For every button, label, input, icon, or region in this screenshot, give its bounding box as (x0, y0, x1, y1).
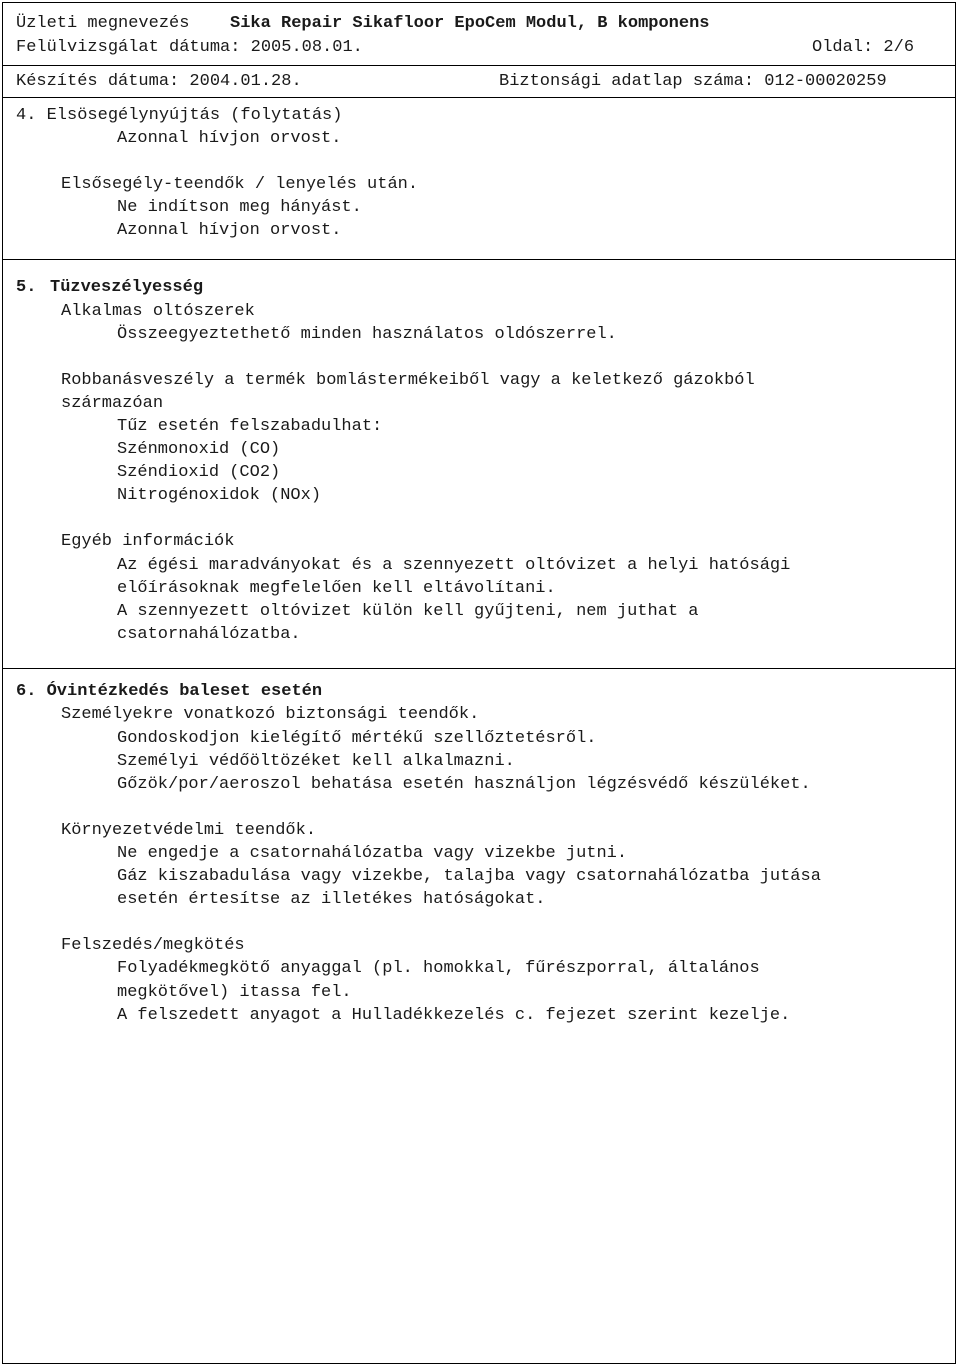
personal-precaution-line: Gőzök/por/aeroszol behatása esetén használjon légzésvédő készüléket. (117, 775, 811, 794)
extinguisher-text: Összeegyeztethető minden használatos oldószerrel. (117, 325, 617, 344)
environmental-line: esetén értesítse az illetékes hatóságokat. (117, 890, 546, 909)
header-divider (2, 65, 956, 66)
page-number: Oldal: 2/6 (812, 38, 915, 57)
section-6-title: 6. Óvintézkedés baleset esetén (16, 682, 323, 701)
sds-number: Biztonsági adatlap száma: 012-00020259 (499, 72, 887, 91)
personal-precautions-heading: Személyekre vonatkozó biztonsági teendők. (61, 705, 480, 724)
cleanup-line: megkötővel) itassa fel. (117, 983, 352, 1002)
product-label: Üzleti megnevezés (16, 14, 190, 33)
section-divider (2, 668, 956, 669)
personal-precaution-line: Gondoskodjon kielégítő mértékű szellőztetésről. (117, 729, 597, 748)
cleanup-line: A felszedett anyagot a Hulladékkezelés c. fejezet szerint kezelje. (117, 1006, 791, 1025)
other-info-line: csatornahálózatba. (117, 625, 301, 644)
personal-precaution-line: Személyi védőöltözéket kell alkalmazni. (117, 752, 515, 771)
fire-release-intro: Tűz esetén felszabadulhat: (117, 417, 383, 436)
section-4-title: 4. Elsösegélynyújtás (folytatás) (16, 106, 343, 125)
other-info-line: A szennyezett oltóvizet külön kell gyűjteni, nem juthat a (117, 602, 699, 621)
header-bottom-divider (2, 97, 956, 98)
explosion-heading-cont: származóan (61, 394, 164, 413)
environmental-line: Ne engedje a csatornahálózatba vagy vizekbe jutni. (117, 844, 628, 863)
other-info-heading: Egyéb információk (61, 532, 235, 551)
section-4-line: Azonnal hívjon orvost. (117, 221, 342, 240)
revision-date: Felülvizsgálat dátuma: 2005.08.01. (16, 38, 363, 57)
other-info-line: Az égési maradványokat és a szennyezett oltóvizet a helyi hatósági (117, 556, 791, 575)
product-name: Sika Repair Sikafloor EpoCem Modul, B komponens (230, 14, 710, 33)
gas-item: Nitrogénoxidok (NOx) (117, 486, 322, 505)
section-4-subheading: Elsősegély-teendők / lenyelés után. (61, 175, 419, 194)
section-5-number: 5. (16, 278, 37, 297)
gas-item: Széndioxid (CO2) (117, 463, 281, 482)
environmental-heading: Környezetvédelmi teendők. (61, 821, 317, 840)
section-divider (2, 259, 956, 260)
section-4-line: Ne indítson meg hányást. (117, 198, 362, 217)
section-5-title: Tüzveszélyesség (50, 278, 204, 297)
environmental-line: Gáz kiszabadulása vagy vizekbe, talajba vagy csatornahálózatba jutása (117, 867, 821, 886)
cleanup-line: Folyadékmegkötő anyaggal (pl. homokkal, fűrészporral, általános (117, 959, 760, 978)
cleanup-heading: Felszedés/megkötés (61, 936, 245, 955)
gas-item: Szénmonoxid (CO) (117, 440, 281, 459)
extinguisher-heading: Alkalmas oltószerek (61, 302, 255, 321)
explosion-heading: Robbanásveszély a termék bomlástermékeiből vagy a keletkező gázokból (61, 371, 755, 390)
creation-date: Készítés dátuma: 2004.01.28. (16, 72, 302, 91)
other-info-line: előírásoknak megfelelően kell eltávolítani. (117, 579, 556, 598)
section-4-line: Azonnal hívjon orvost. (117, 129, 342, 148)
